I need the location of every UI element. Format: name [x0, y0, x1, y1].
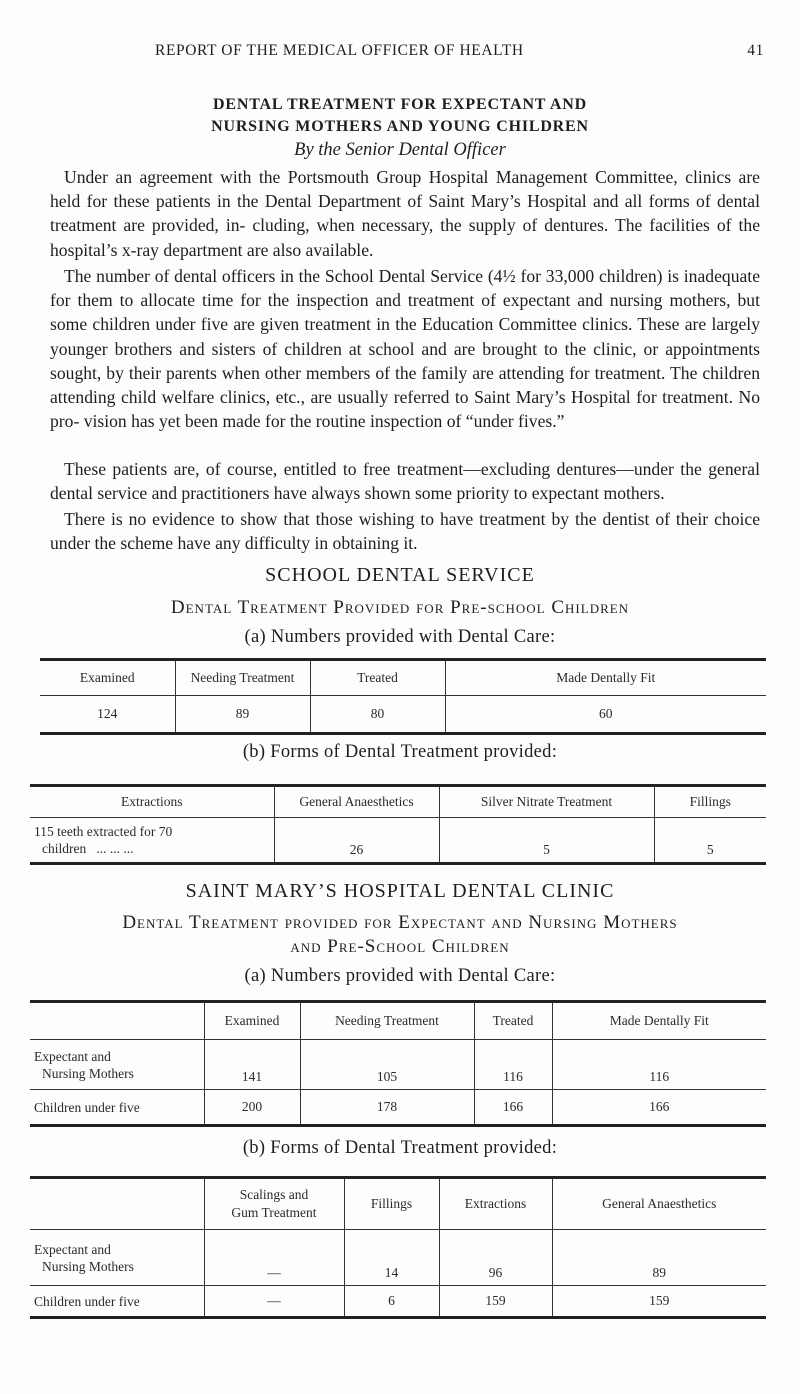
- page-number: 41: [747, 42, 764, 59]
- col-header-fillings: Fillings: [344, 1178, 439, 1230]
- running-head-title: REPORT OF THE MEDICAL OFFICER OF HEALTH: [155, 42, 524, 59]
- row-label-line-2: Nursing Mothers: [42, 1258, 134, 1274]
- cell-general-anaesthetics: 89: [552, 1230, 766, 1286]
- cell-examined: 200: [204, 1090, 300, 1126]
- col-header-blank: [30, 1002, 204, 1040]
- cell-treated: 166: [474, 1090, 552, 1126]
- cell-needing-treatment: 105: [300, 1040, 474, 1090]
- school-table-b-caption: (b) Forms of Dental Treatment provided:: [242, 742, 558, 762]
- hospital-table-a-caption: (a) Numbers provided with Dental Care:: [244, 966, 556, 986]
- col-header-general-anaesthetics: General Anaesthetics: [552, 1178, 766, 1230]
- cell-scalings: —: [204, 1286, 344, 1318]
- row-label-extractions: [30, 818, 274, 864]
- cell-extractions: 159: [439, 1286, 552, 1318]
- cell-fillings: 5: [654, 818, 766, 864]
- byline: By the Senior Dental Officer: [294, 140, 506, 160]
- cell-examined: 124: [40, 696, 175, 734]
- school-numbers-table: [40, 658, 766, 735]
- row-label-line-1: Expectant and: [34, 1048, 111, 1064]
- main-heading-line-1: DENTAL TREATMENT FOR EXPECTANT AND: [213, 96, 587, 113]
- cell-needing-treatment: 89: [175, 696, 310, 734]
- hospital-forms-table: [30, 1176, 766, 1319]
- cell-made-dentally-fit: 166: [552, 1090, 766, 1126]
- paragraph-3: These patients are, of course, entitled to free treatment—excluding dentures—under the general dental service and practitioners have always shown some priority to expectant mothers.: [50, 459, 760, 504]
- col-header-silver-nitrate: Silver Nitrate Treatment: [439, 786, 654, 818]
- hospital-clinic-subtitle-1: Dental Treatment provided for Expectant and Nursing Mothers: [122, 912, 678, 933]
- col-header-blank: [30, 1178, 204, 1230]
- row-label-line-1: 115 teeth extracted for 70: [34, 824, 173, 839]
- col-header-extractions: Extractions: [30, 786, 274, 818]
- col-header-fillings: Fillings: [654, 786, 766, 818]
- row-label-mothers: [30, 1230, 204, 1286]
- col-header-examined: Examined: [40, 660, 175, 696]
- col-header-scalings-line-2: Gum Treatment: [231, 1205, 317, 1220]
- cell-silver-nitrate: 5: [439, 818, 654, 864]
- row-label-line-2: Nursing Mothers: [42, 1065, 134, 1081]
- col-header-extractions: Extractions: [439, 1178, 552, 1230]
- cell-examined: 141: [204, 1040, 300, 1090]
- hospital-clinic-subtitle-2: and Pre-School Children: [290, 936, 510, 957]
- col-header-needing-treatment: Needing Treatment: [175, 660, 310, 696]
- cell-fillings: 14: [344, 1230, 439, 1286]
- school-service-subtitle: Dental Treatment Provided for Pre-school Children: [170, 597, 630, 618]
- paragraph-1: Under an agreement with the Portsmouth Group Hospital Management Committee, clinics are held for these patients in the Dental Department of Saint Mary’s Hospital and all forms of dental treatment are provided, in- cluding, when necessary, the supply of dentures. The facilities of the hospital’s x-ray department are also available.: [50, 167, 760, 260]
- cell-needing-treatment: 178: [300, 1090, 474, 1126]
- cell-fillings: 6: [344, 1286, 439, 1318]
- col-header-needing-treatment: Needing Treatment: [300, 1002, 474, 1040]
- col-header-made-dentally-fit: Made Dentally Fit: [552, 1002, 766, 1040]
- row-label-mothers: [30, 1040, 204, 1090]
- row-label-line-2: [34, 840, 270, 857]
- school-service-title: SCHOOL DENTAL SERVICE: [265, 564, 535, 586]
- col-header-scalings-line-1: Scalings and: [239, 1187, 309, 1202]
- cell-scalings: —: [204, 1230, 344, 1286]
- hospital-numbers-table: [30, 1000, 766, 1127]
- cell-treated: 80: [310, 696, 445, 734]
- col-header-scalings: [204, 1178, 344, 1230]
- cell-general-anaesthetics: 159: [552, 1286, 766, 1318]
- cell-general-anaesthetics: 26: [274, 818, 439, 864]
- cell-made-dentally-fit: 116: [552, 1040, 766, 1090]
- school-table-a-caption: (a) Numbers provided with Dental Care:: [244, 627, 556, 647]
- col-header-general-anaesthetics: General Anaesthetics: [274, 786, 439, 818]
- school-forms-table: [30, 784, 766, 865]
- row-label-children: Children under five: [30, 1286, 204, 1318]
- row-label-children: children: [42, 841, 87, 856]
- hospital-table-b-caption: (b) Forms of Dental Treatment provided:: [242, 1138, 558, 1158]
- leader-dots: ... ... ...: [96, 841, 134, 856]
- cell-extractions: 96: [439, 1230, 552, 1286]
- cell-made-dentally-fit: 60: [445, 696, 766, 734]
- paragraph-2: The number of dental officers in the School Dental Service (4½ for 33,000 children) is inadequate for them to allocate time for the inspection and treatment of expectant and nursing mothers, but some children under five are given treatment in the Education Committee clinics. These are largely younger brothers and sisters of children at school and are brought to the clinic, or appointments sought, by their parents when other members of the family are attending for treatment. The children attending child welfare clinics, etc., are usually referred to Saint Mary’s Hospital for treatment. No pro- vision has yet been made for the routine inspection of “under fives.”: [50, 266, 760, 432]
- col-header-treated: Treated: [310, 660, 445, 696]
- main-heading-line-2: NURSING MOTHERS AND YOUNG CHILDREN: [211, 118, 589, 135]
- col-header-treated: Treated: [474, 1002, 552, 1040]
- col-header-examined: Examined: [204, 1002, 300, 1040]
- hospital-clinic-title: SAINT MARY’S HOSPITAL DENTAL CLINIC: [185, 880, 615, 902]
- row-label-line-1: Expectant and: [34, 1241, 111, 1257]
- col-header-made-dentally-fit: Made Dentally Fit: [445, 660, 766, 696]
- cell-treated: 116: [474, 1040, 552, 1090]
- row-label-children: Children under five: [30, 1090, 204, 1126]
- paragraph-4: There is no evidence to show that those wishing to have treatment by the dentist of their choice under the scheme have any difficulty in obtaining it.: [50, 509, 760, 554]
